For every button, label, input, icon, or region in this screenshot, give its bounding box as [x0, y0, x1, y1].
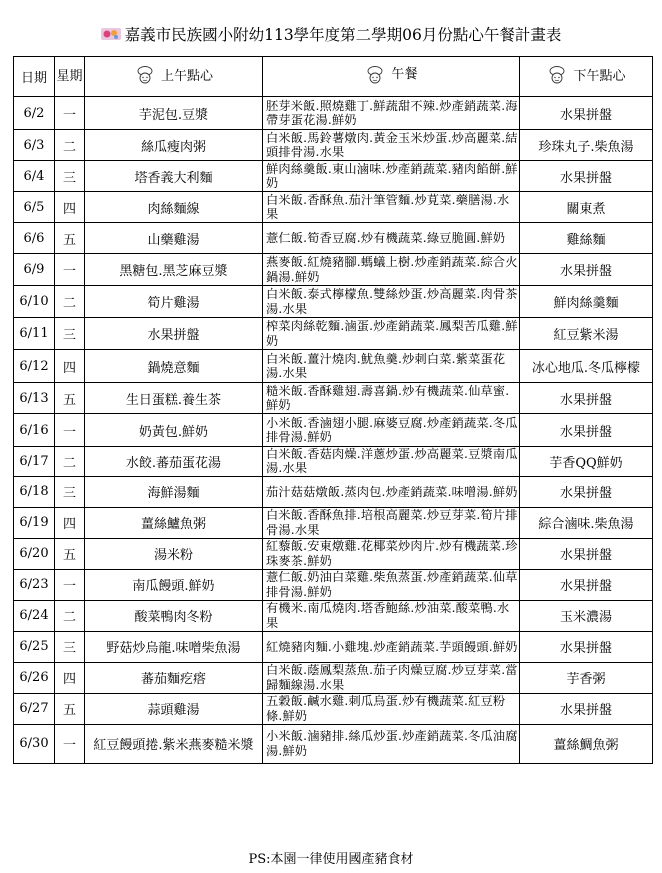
lunch-cell: 薏仁飯.筍香豆腐.炒有機蔬菜.綠豆脆圓.鮮奶: [263, 223, 520, 254]
date-cell: 6/2: [14, 97, 55, 130]
title-text: 嘉義市民族國小附幼113學年度第二學期06月份點心午餐計畫表: [124, 26, 562, 44]
lunch-cell: 小米飯.香滷翅小腿.麻婆豆腐.炒產銷蔬菜.冬瓜排骨湯.鮮奶: [263, 414, 520, 447]
table-row: [14, 383, 653, 414]
header-row: [14, 57, 653, 97]
weekday-cell: 三: [55, 318, 85, 350]
weekday-cell: 二: [55, 600, 85, 631]
morning-snack-cell: 薑絲鱸魚粥: [85, 507, 263, 538]
date-cell: 6/5: [14, 192, 55, 223]
weekday-cell: 五: [55, 538, 85, 569]
date-cell: 6/25: [14, 631, 55, 662]
weekday-cell: 一: [55, 569, 85, 600]
afternoon-snack-cell: 芋香QQ鮮奶: [520, 447, 653, 477]
afternoon-snack-cell: 水果拼盤: [520, 97, 653, 130]
weekday-cell: 二: [55, 447, 85, 477]
menu-table: [13, 56, 653, 764]
chef-icon: [364, 65, 386, 85]
table-row: [14, 130, 653, 161]
table-row: [14, 161, 653, 192]
weekday-cell: 三: [55, 161, 85, 192]
date-cell: 6/16: [14, 414, 55, 447]
morning-snack-cell: 山藥雞湯: [85, 223, 263, 254]
lunch-cell: 茄汁菇菇燉飯.蒸肉包.炒產銷蔬菜.味噌湯.鮮奶: [263, 476, 520, 507]
afternoon-snack-cell: 芋香粥: [520, 662, 653, 693]
morning-snack-cell: 鍋燒意麵: [85, 350, 263, 383]
table-row: [14, 223, 653, 254]
header-morning: 上午點心: [85, 57, 263, 97]
date-cell: 6/20: [14, 538, 55, 569]
morning-snack-cell: 野菇炒烏龍.味噌柴魚湯: [85, 631, 263, 662]
lunch-cell: 白米飯.蔭鳳梨蒸魚.茄子肉燥豆腐.炒豆芽菜.當歸麵線湯.水果: [263, 662, 520, 693]
menu-body: [14, 97, 653, 764]
lunch-cell: 紅藜飯.安東燉雞.花椰菜炒肉片.炒有機蔬菜.珍珠麥茶.鮮奶: [263, 538, 520, 569]
afternoon-snack-cell: 水果拼盤: [520, 414, 653, 447]
weekday-cell: 一: [55, 414, 85, 447]
date-cell: 6/26: [14, 662, 55, 693]
lunch-cell: 白米飯.馬鈴薯燉肉.黃金玉米炒蛋.炒高麗菜.結頭排骨湯.水果: [263, 130, 520, 161]
weekday-cell: 一: [55, 724, 85, 763]
afternoon-snack-cell: 水果拼盤: [520, 538, 653, 569]
weekday-cell: 五: [55, 223, 85, 254]
weekday-cell: 二: [55, 286, 85, 318]
afternoon-snack-cell: 水果拼盤: [520, 476, 653, 507]
morning-snack-cell: 奶黃包.鮮奶: [85, 414, 263, 447]
afternoon-snack-cell: 水果拼盤: [520, 383, 653, 414]
weekday-cell: 五: [55, 383, 85, 414]
weekday-cell: 一: [55, 97, 85, 130]
afternoon-snack-cell: 薑絲鯛魚粥: [520, 724, 653, 763]
morning-snack-cell: 肉絲麵線: [85, 192, 263, 223]
weekday-cell: 四: [55, 192, 85, 223]
table-row: [14, 693, 653, 724]
afternoon-snack-cell: 珍珠丸子.柴魚湯: [520, 130, 653, 161]
chef-icon: [546, 65, 568, 85]
date-cell: 6/18: [14, 476, 55, 507]
morning-snack-cell: 蕃茄麵疙瘩: [85, 662, 263, 693]
weekday-cell: 三: [55, 476, 85, 507]
morning-snack-cell: 芋泥包.豆漿: [85, 97, 263, 130]
table-row: [14, 286, 653, 318]
header-lunch: 午餐: [263, 57, 520, 97]
afternoon-snack-cell: 關東煮: [520, 192, 653, 223]
table-row: [14, 318, 653, 350]
table-row: [14, 507, 653, 538]
table-row: [14, 600, 653, 631]
weekday-cell: 四: [55, 507, 85, 538]
weekday-cell: 五: [55, 693, 85, 724]
afternoon-snack-cell: 冰心地瓜.冬瓜檸檬: [520, 350, 653, 383]
header-date: 日期: [14, 57, 55, 97]
table-row: [14, 538, 653, 569]
afternoon-snack-cell: 鮮肉絲羹麵: [520, 286, 653, 318]
morning-snack-cell: 塔香義大利麵: [85, 161, 263, 192]
morning-snack-cell: 酸菜鴨肉冬粉: [85, 600, 263, 631]
date-cell: 6/9: [14, 254, 55, 286]
table-row: [14, 569, 653, 600]
header-weekday: 星期: [55, 57, 85, 97]
morning-snack-cell: 黑糖包.黑芝麻豆漿: [85, 254, 263, 286]
date-cell: 6/13: [14, 383, 55, 414]
date-cell: 6/17: [14, 447, 55, 477]
chef-icon: [134, 65, 156, 85]
table-row: [14, 724, 653, 763]
table-row: [14, 414, 653, 447]
lunch-cell: 薏仁飯.奶油白菜雞.柴魚蒸蛋.炒產銷蔬菜.仙草排骨湯.鮮奶: [263, 569, 520, 600]
header-afternoon: 下午點心: [520, 57, 653, 97]
table-row: [14, 97, 653, 130]
lunch-cell: 榨菜肉絲乾麵.滷蛋.炒產銷蔬菜.鳳梨苦瓜雞.鮮奶: [263, 318, 520, 350]
afternoon-snack-cell: 水果拼盤: [520, 631, 653, 662]
date-cell: 6/6: [14, 223, 55, 254]
afternoon-snack-cell: 綜合滷味.柴魚湯: [520, 507, 653, 538]
weekday-cell: 四: [55, 662, 85, 693]
table-row: [14, 254, 653, 286]
lunch-cell: 白米飯.薑汁燒肉.魷魚羹.炒刺白菜.紫菜蛋花湯.水果: [263, 350, 520, 383]
lunch-cell: 糙米飯.香酥雞翅.壽喜鍋.炒有機蔬菜.仙草蜜.鮮奶: [263, 383, 520, 414]
afternoon-snack-cell: 水果拼盤: [520, 569, 653, 600]
afternoon-snack-cell: 水果拼盤: [520, 254, 653, 286]
morning-snack-cell: 水果拼盤: [85, 318, 263, 350]
date-cell: 6/4: [14, 161, 55, 192]
date-cell: 6/24: [14, 600, 55, 631]
lunch-cell: 燕麥飯.紅燒豬腳.螞蟻上樹.炒產銷蔬菜.綜合火鍋湯.鮮奶: [263, 254, 520, 286]
lunch-cell: 鮮肉絲羹飯.東山滷味.炒產銷蔬菜.豬肉餡餅.鮮奶: [263, 161, 520, 192]
morning-snack-cell: 紅豆饅頭捲.紫米燕麥糙米漿: [85, 724, 263, 763]
weekday-cell: 四: [55, 350, 85, 383]
date-cell: 6/3: [14, 130, 55, 161]
morning-snack-cell: 海鮮湯麵: [85, 476, 263, 507]
date-cell: 6/11: [14, 318, 55, 350]
page-title: [0, 22, 662, 48]
weekday-cell: 一: [55, 254, 85, 286]
table-row: [14, 476, 653, 507]
lunch-cell: 胚芽米飯.照燒雞丁.鮮蔬甜不辣.炒產銷蔬菜.海帶芽蛋花湯.鮮奶: [263, 97, 520, 130]
weekday-cell: 三: [55, 631, 85, 662]
lunch-cell: 小米飯.滷豬排.絲瓜炒蛋.炒產銷蔬菜.冬瓜油腐湯.鮮奶: [263, 724, 520, 763]
morning-snack-cell: 蒜頭雞湯: [85, 693, 263, 724]
morning-snack-cell: 水餃.蕃茄蛋花湯: [85, 447, 263, 477]
afternoon-snack-cell: 紅豆紫米湯: [520, 318, 653, 350]
morning-snack-cell: 絲瓜瘦肉粥: [85, 130, 263, 161]
afternoon-snack-cell: 水果拼盤: [520, 161, 653, 192]
lunch-cell: 白米飯.香酥魚.茄汁筆管麵.炒莧菜.藥膳湯.水果: [263, 192, 520, 223]
table-row: [14, 631, 653, 662]
morning-snack-cell: 生日蛋糕.養生茶: [85, 383, 263, 414]
table-row: [14, 447, 653, 477]
lunch-cell: 白米飯.香酥魚排.培根高麗菜.炒豆芽菜.筍片排骨湯.水果: [263, 507, 520, 538]
afternoon-snack-cell: 水果拼盤: [520, 693, 653, 724]
morning-snack-cell: 湯米粉: [85, 538, 263, 569]
morning-snack-cell: 筍片雞湯: [85, 286, 263, 318]
table-row: [14, 662, 653, 693]
date-cell: 6/27: [14, 693, 55, 724]
morning-snack-cell: 南瓜饅頭.鮮奶: [85, 569, 263, 600]
date-cell: 6/12: [14, 350, 55, 383]
table-row: [14, 350, 653, 383]
lunch-cell: 白米飯.香菇肉燥.洋蔥炒蛋.炒高麗菜.豆漿南瓜湯.水果: [263, 447, 520, 477]
afternoon-snack-cell: 雞絲麵: [520, 223, 653, 254]
lunch-cell: 五穀飯.鹹水雞.刺瓜烏蛋.炒有機蔬菜.紅豆粉條.鮮奶: [263, 693, 520, 724]
logo-icon: [101, 27, 121, 41]
table-row: [14, 192, 653, 223]
weekday-cell: 二: [55, 130, 85, 161]
date-cell: 6/23: [14, 569, 55, 600]
date-cell: 6/19: [14, 507, 55, 538]
lunch-cell: 紅燒豬肉麵.小雞塊.炒產銷蔬菜.芋頭饅頭.鮮奶: [263, 631, 520, 662]
lunch-cell: 白米飯.泰式檸檬魚.雙絲炒蛋.炒高麗菜.肉骨茶湯.水果: [263, 286, 520, 318]
footer-note: PS:本園一律使用國產豬食材: [248, 852, 414, 867]
date-cell: 6/10: [14, 286, 55, 318]
date-cell: 6/30: [14, 724, 55, 763]
lunch-cell: 有機米.南瓜燒肉.塔香鮑絲.炒油菜.酸菜鴨.水果: [263, 600, 520, 631]
afternoon-snack-cell: 玉米濃湯: [520, 600, 653, 631]
